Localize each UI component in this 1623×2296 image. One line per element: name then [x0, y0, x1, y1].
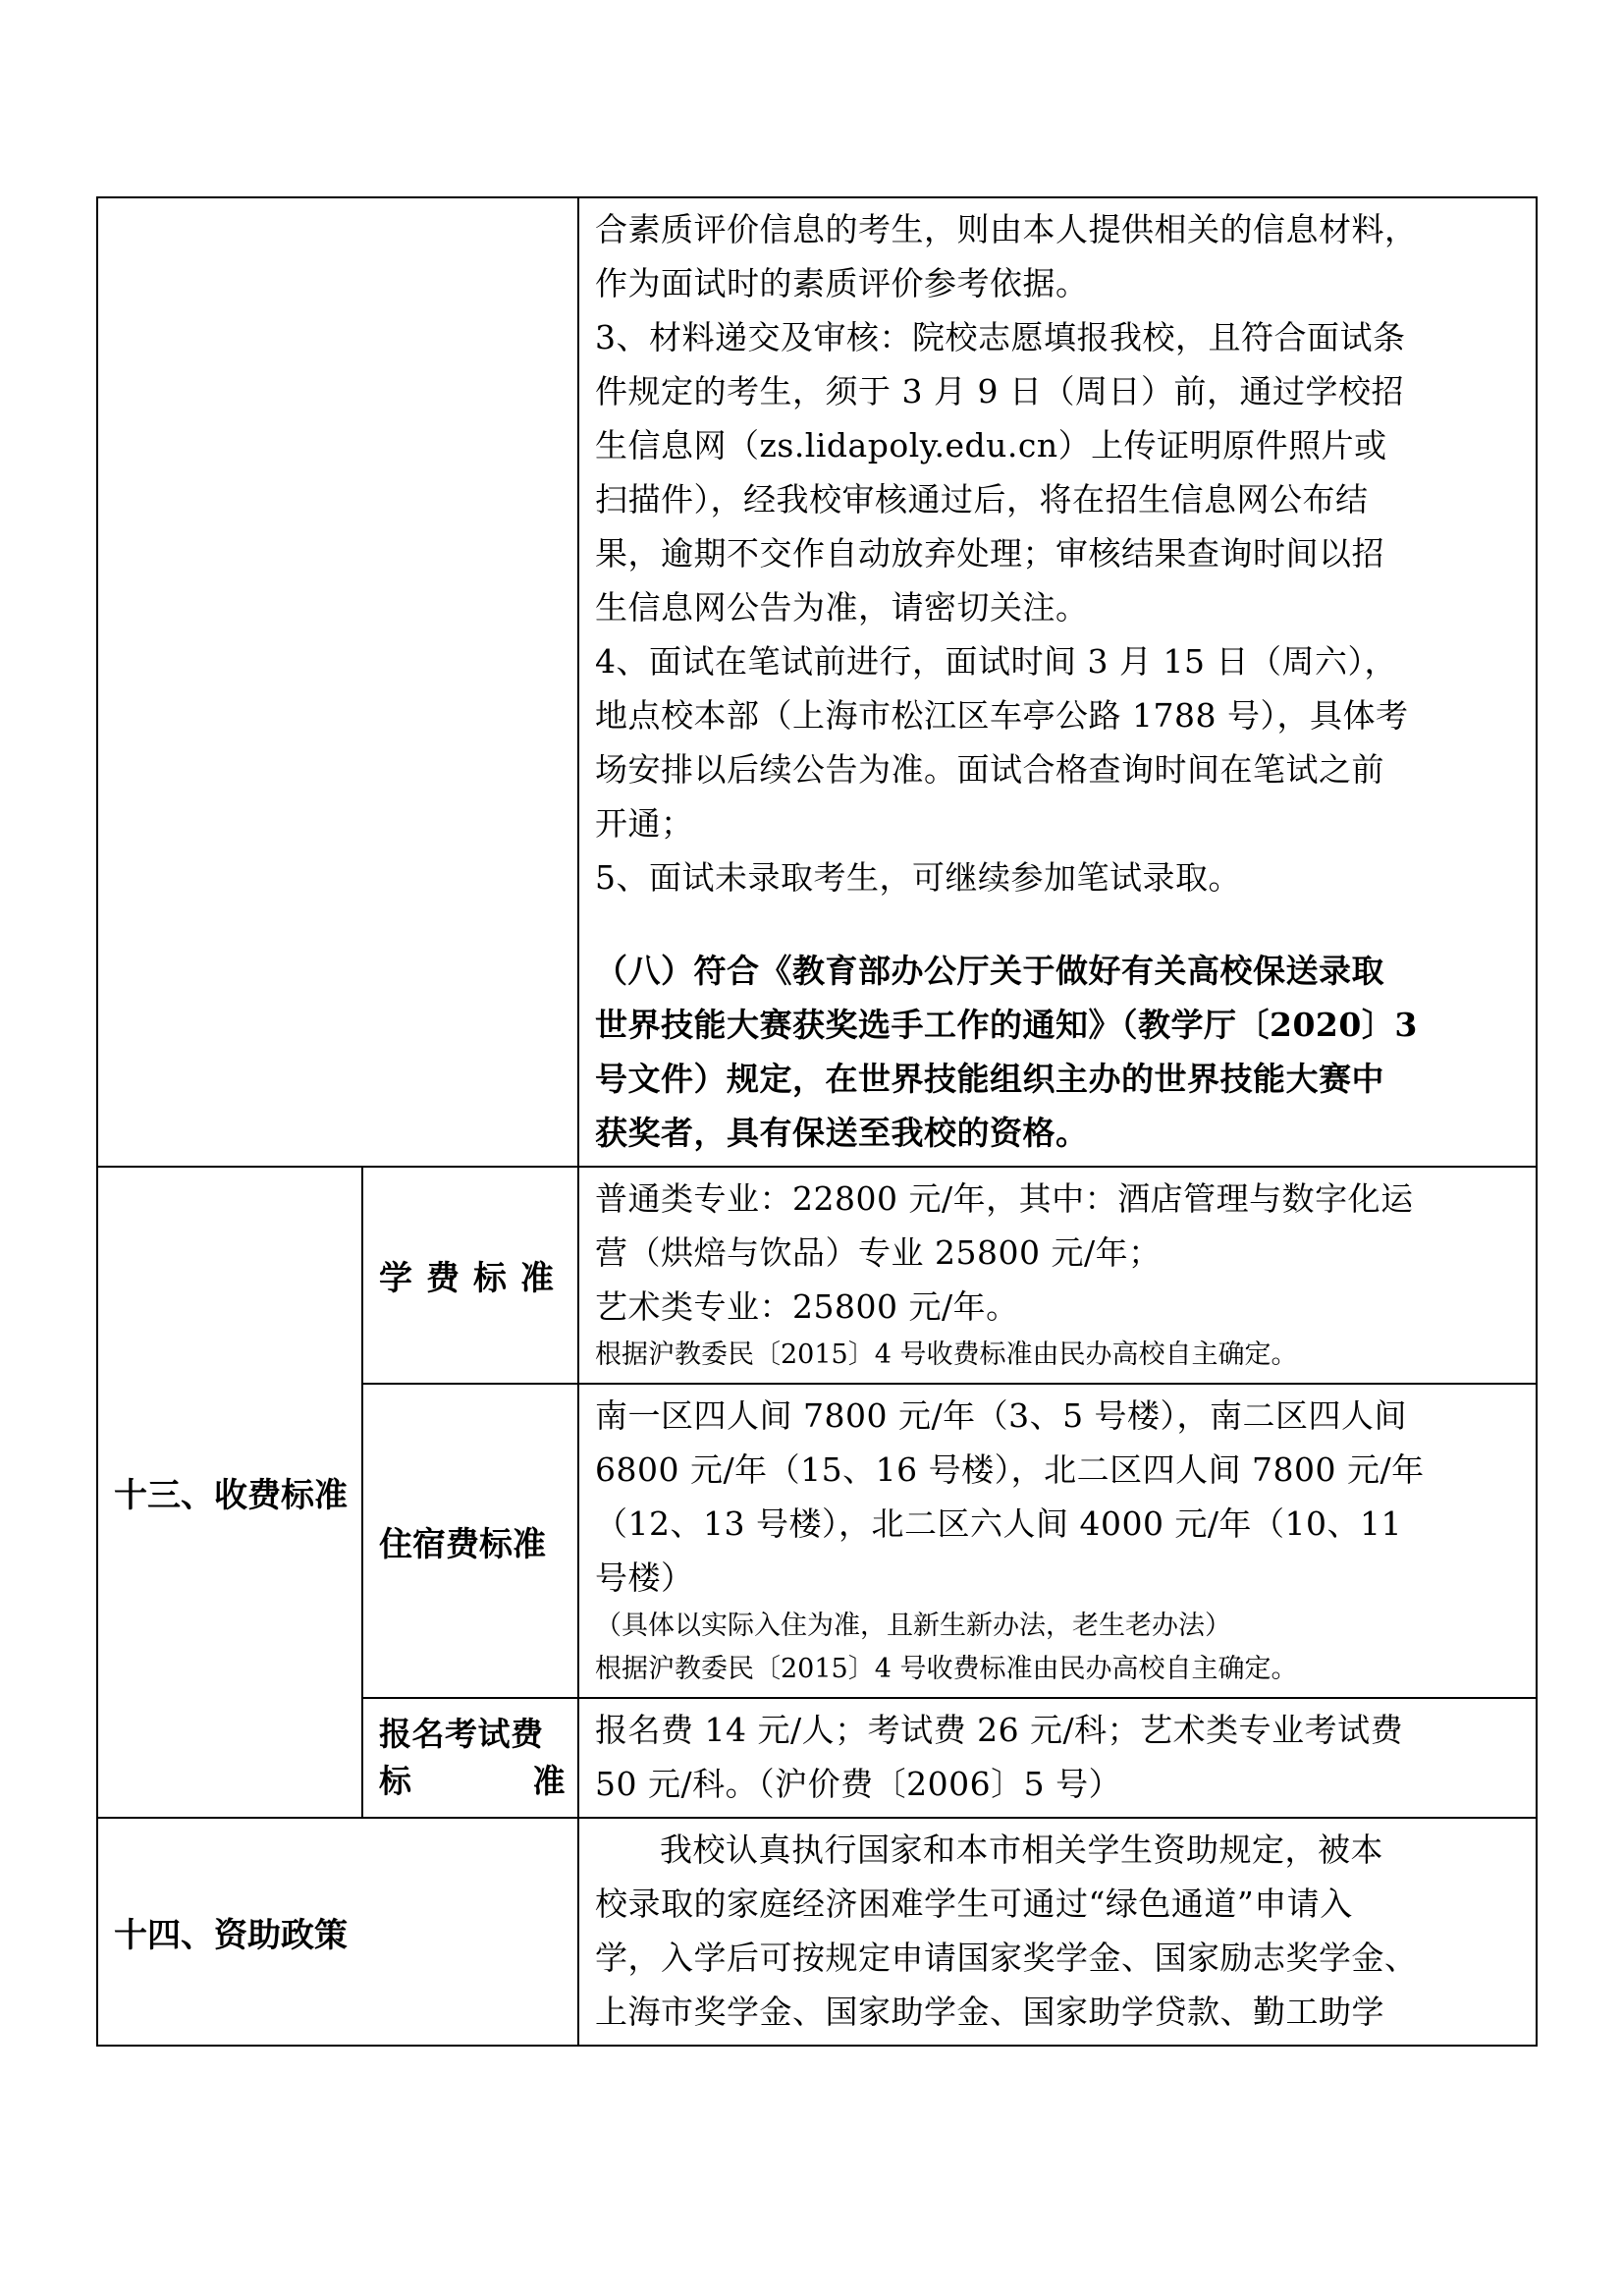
text-line: 件规定的考生，须于 3 月 9 日（周日）前，通过学校招 [595, 372, 1404, 410]
text-line: 生信息网公告为准，请密切关注。 [595, 588, 1089, 627]
text-line: 作为面试时的素质评价参考依据。 [595, 264, 1089, 302]
text-line: （12、13 号楼），北二区六人间 4000 元/年（10、11 [595, 1504, 1403, 1543]
bold-text-line: （八）符合《教育部办公厅关于做好有关高校保送录取 [595, 952, 1384, 990]
text-line: 上海市奖学金、国家助学金、国家助学贷款、勤工助学 [595, 1993, 1384, 2031]
section13-title: 十三、收费标准 [97, 1167, 362, 1818]
text-line: 场安排以后续公告为准。面试合格查询时间在笔试之前 [595, 750, 1384, 789]
exam-fee-content-cell [578, 1698, 1537, 1818]
exam-fee-label-line2 [379, 1758, 566, 1805]
exam-fee-label-char: 准 [532, 1762, 566, 1800]
text-line: 学，入学后可按规定申请国家奖学金、国家励志奖学金、 [595, 1939, 1418, 1977]
tuition-label: 学费标准 [362, 1167, 578, 1384]
text-line: 南一区四人间 7800 元/年（3、5 号楼），南二区四人间 [595, 1396, 1408, 1435]
text-line: 报名费 14 元/人；考试费 26 元/科；艺术类专业考试费 [595, 1711, 1404, 1749]
section14-title: 十四、资助政策 [97, 1818, 578, 2046]
tuition-row [97, 1167, 1537, 1384]
text-line: 5、面试未录取考生，可继续参加笔试录取。 [595, 858, 1241, 897]
bold-text-line: 世界技能大赛获奖选手工作的通知》（教学厅〔2020〕3 [595, 1006, 1418, 1044]
lodging-label: 住宿费标准 [362, 1384, 578, 1698]
paragraph-spacer [595, 904, 1524, 944]
continuation-row [97, 197, 1537, 1167]
text-line: 地点校本部（上海市松江区车亭公路 1788 号），具体考 [595, 696, 1409, 735]
note-line: 根据沪教委民〔2015〕4 号收费标准由民办高校自主确定。 [595, 1654, 1298, 1684]
continuation-content-cell [578, 197, 1537, 1167]
text-line: 号楼） [595, 1558, 694, 1597]
text-line: 校录取的家庭经济困难学生可通过“绿色通道”申请入 [595, 1885, 1353, 1923]
text-line: 我校认真执行国家和本市相关学生资助规定，被本 [660, 1831, 1383, 1869]
text-line: 4、面试在笔试前进行，面试时间 3 月 15 日（周六）， [595, 642, 1397, 681]
aid-policy-row [97, 1818, 1537, 2046]
note-line: 根据沪教委民〔2015〕4 号收费标准由民办高校自主确定。 [595, 1339, 1298, 1370]
text-line: 艺术类专业：25800 元/年。 [595, 1287, 1019, 1326]
text-line: 普通类专业：22800 元/年，其中：酒店管理与数字化运 [595, 1179, 1414, 1218]
text-line: 合素质评价信息的考生，则由本人提供相关的信息材料， [595, 210, 1418, 248]
exam-fee-label-cell [362, 1698, 578, 1818]
text-line: 果，逾期不交作自动放弃处理；审核结果查询时间以招 [595, 534, 1384, 573]
continuation-label-cell [97, 197, 578, 1167]
bold-text-line: 获奖者，具有保送至我校的资格。 [595, 1114, 1089, 1152]
text-line: 扫描件），经我校审核通过后，将在招生信息网公布结 [595, 480, 1369, 519]
text-line: 50 元/科。（沪价费〔2006〕5 号） [595, 1765, 1122, 1803]
bold-text-line: 号文件）规定，在世界技能组织主办的世界技能大赛中 [595, 1060, 1384, 1098]
aid-policy-content-cell [578, 1818, 1537, 2046]
exam-fee-label-char: 标 [379, 1762, 412, 1800]
text-line: 生信息网（zs.lidapoly.edu.cn）上传证明原件照片或 [595, 426, 1387, 465]
text-line: 营（烘焙与饮品）专业 25800 元/年； [595, 1233, 1162, 1272]
tuition-content-cell [578, 1167, 1537, 1384]
text-line: 开通； [595, 804, 694, 843]
text-line: 6800 元/年（15、16 号楼），北二区四人间 7800 元/年 [595, 1450, 1425, 1489]
text-line: 3、材料递交及审核：院校志愿填报我校，且符合面试条 [595, 318, 1406, 356]
lodging-content-cell [578, 1384, 1537, 1698]
exam-fee-label-line1: 报名考试费 [379, 1715, 544, 1753]
enrollment-info-table [96, 196, 1538, 2047]
note-line: （具体以实际入住为准，且新生新办法，老生老办法） [595, 1611, 1231, 1641]
